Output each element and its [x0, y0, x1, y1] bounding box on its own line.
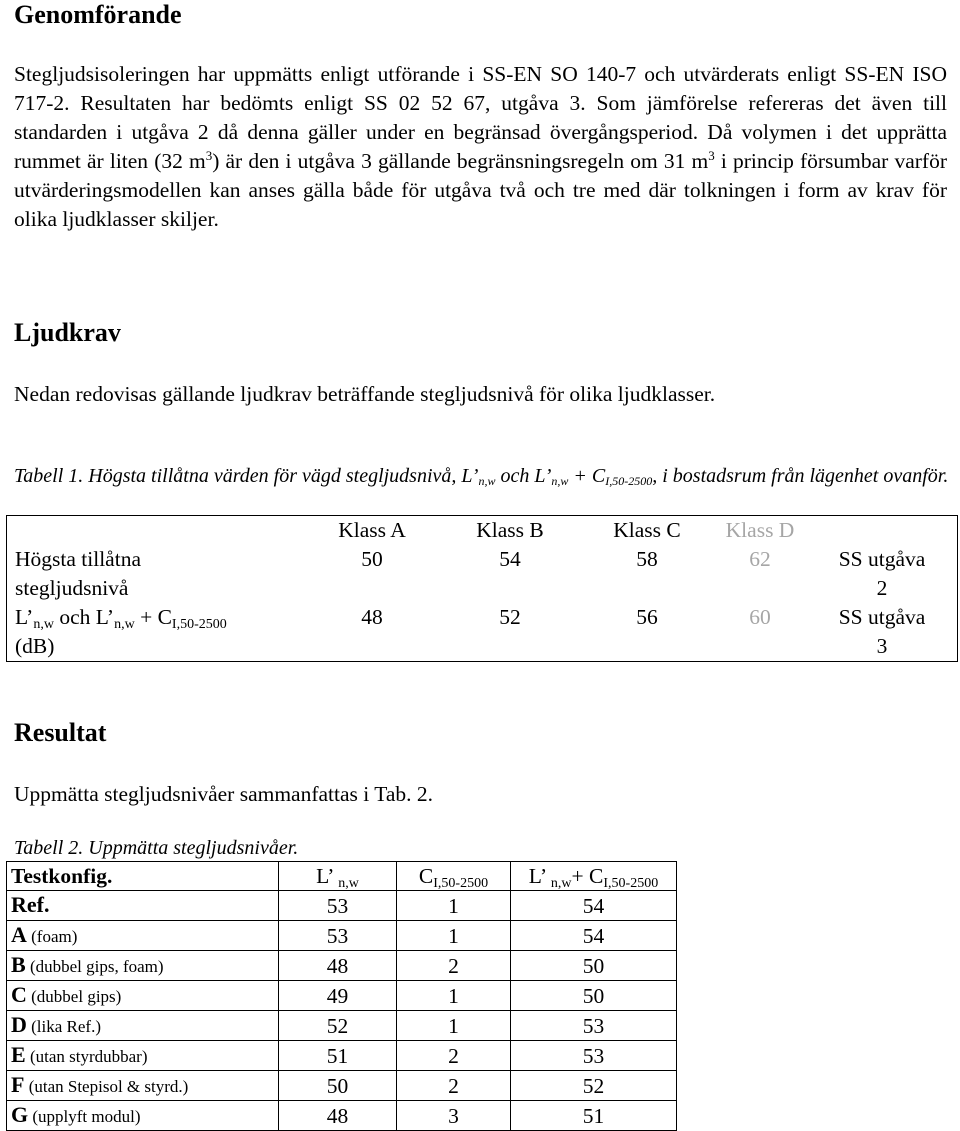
heading-resultat: Resultat — [14, 718, 107, 747]
config-description: (foam) — [26, 927, 78, 946]
table1-standard-label: SS utgåva — [838, 547, 926, 571]
table2-cell-sum: 53 — [511, 1041, 677, 1071]
table2-cell-c: 3 — [397, 1101, 511, 1131]
caption-text: och L’ — [495, 465, 552, 487]
table2-config-cell — [7, 981, 279, 1011]
table2-cell-l: 48 — [279, 951, 397, 981]
config-description: (dubbel gips) — [26, 987, 122, 1006]
table1-cell: 54 — [499, 547, 521, 571]
caption-text: , i bostadsrum från lägenhet ovanför. — [652, 465, 949, 487]
table2-cell-l: 53 — [279, 921, 397, 951]
subscript: n,w — [33, 617, 54, 632]
table1-header-klass-a: Klass A — [338, 518, 406, 542]
table2-cell-c: 2 — [397, 951, 511, 981]
table2-cell-c: 1 — [397, 1011, 511, 1041]
subscript: n,w — [114, 617, 135, 632]
table2-cell-sum: 50 — [511, 951, 677, 981]
config-code: F — [11, 1072, 25, 1097]
table2-header-sum — [511, 862, 677, 891]
table2-cell-l: 51 — [279, 1041, 397, 1071]
table1-cell: 62 — [749, 547, 771, 571]
table2-caption: Tabell 2. Uppmätta stegljudsnivåer. — [14, 837, 299, 859]
table-row — [7, 1011, 677, 1041]
table-row — [7, 1041, 677, 1071]
table2-config-cell — [7, 921, 279, 951]
config-code: G — [11, 1102, 29, 1127]
config-description: (lika Ref.) — [26, 1017, 101, 1036]
table2-cell-sum: 50 — [511, 981, 677, 1011]
superscript-3: 3 — [205, 147, 213, 163]
config-code: E — [11, 1042, 26, 1067]
table2-config-cell — [7, 891, 279, 921]
paragraph-genomforande-part-a: Stegljudsisoleringen har uppmätts enligt utförande i SS-EN SO 140-7 och utvärderats enligt SS-EN ISO 717-2. Resultaten har bedömts enligt SS 02 52 67, utgåva 3. Som jämförelse refereras det även till standarden i utgåva 2 då denna gäller under en begränsad övergångsperiod. Då volymen i det upprätta rummet är liten (32 m — [14, 62, 947, 173]
subscript: I,50-2500 — [603, 876, 659, 891]
table1-caption — [14, 464, 954, 489]
config-code: A — [11, 922, 27, 947]
table2-cell-c: 2 — [397, 1071, 511, 1101]
config-code: B — [11, 952, 26, 977]
table1-row-label-line1: Högsta tillåtna — [15, 547, 141, 571]
table-row — [7, 891, 677, 921]
caption-text: Tabell 1. Högsta tillåtna värden för vägd stegljudsnivå, L’ — [14, 465, 479, 487]
header-text: + C — [571, 864, 604, 888]
table1-standard-edition: 3 — [876, 634, 888, 658]
table2-cell-l: 49 — [279, 981, 397, 1011]
table-row — [7, 1101, 677, 1131]
paragraph-genomforande-part-b: ) är den i utgåva 3 gällande begränsningsregeln om 31 m — [212, 149, 709, 173]
table1-header-klass-c: Klass C — [613, 518, 681, 542]
table1-cell: 52 — [499, 605, 521, 629]
table2-cell-c: 1 — [397, 981, 511, 1011]
row-label-text: + C — [134, 605, 172, 629]
row-label-text: L’ — [15, 605, 34, 629]
table2 — [6, 861, 677, 1131]
subscript: n,w — [478, 474, 496, 488]
paragraph-genomforande-part-c: i princip försumbar varför utvärderingsmodellen kan anses gälla både för utgåva två och tre med där tolkningen i form av krav för olika ljudklasser skiljer. — [14, 149, 947, 231]
table2-cell-l: 53 — [279, 891, 397, 921]
subscript: n,w — [338, 876, 359, 891]
row-label-text: och L’ — [53, 605, 115, 629]
table1 — [6, 515, 958, 662]
table2-config-cell — [7, 1101, 279, 1131]
table1-cell: 50 — [361, 547, 383, 571]
table2-header-testkonfig: Testkonfig. — [7, 862, 279, 891]
table1-row-label-line4: (dB) — [15, 634, 55, 658]
paragraph-resultat: Uppmätta stegljudsnivåer sammanfattas i Tab. 2. — [14, 782, 434, 806]
table1-standard-label: SS utgåva — [838, 605, 926, 629]
table1-cell: 56 — [636, 605, 658, 629]
table2-config-cell — [7, 1071, 279, 1101]
table2-cell-sum: 51 — [511, 1101, 677, 1131]
table1-header-klass-b: Klass B — [476, 518, 544, 542]
config-code: D — [11, 1012, 27, 1037]
heading-genomforande: Genomförande — [14, 0, 182, 29]
config-description: (upplyft modul) — [28, 1107, 141, 1126]
table2-config-cell — [7, 1011, 279, 1041]
table2-cell-sum: 53 — [511, 1011, 677, 1041]
paragraph-ljudkrav: Nedan redovisas gällande ljudkrav beträffande stegljudsnivå för olika ljudklasser. — [14, 382, 716, 406]
table1-standard-edition: 2 — [876, 576, 888, 600]
table2-header-l — [279, 862, 397, 891]
table2-cell-l: 52 — [279, 1011, 397, 1041]
table-row — [7, 951, 677, 981]
table-row — [7, 981, 677, 1011]
config-code: C — [11, 982, 27, 1007]
table2-header-c — [397, 862, 511, 891]
config-description: (dubbel gips, foam) — [25, 957, 164, 976]
heading-ljudkrav: Ljudkrav — [14, 318, 121, 347]
subscript: n,w — [550, 876, 572, 891]
caption-text: + C — [568, 465, 606, 487]
config-code: Ref. — [11, 892, 50, 917]
subscript: I,50-2500 — [171, 617, 227, 632]
header-text: L’ — [316, 864, 333, 888]
subscript: I,50-2500 — [605, 474, 653, 488]
table1-header-klass-d: Klass D — [725, 518, 795, 542]
table1-row-label-line3 — [15, 603, 227, 632]
table2-cell-l: 50 — [279, 1071, 397, 1101]
table2-config-cell — [7, 1041, 279, 1071]
table2-cell-sum: 52 — [511, 1071, 677, 1101]
table1-cell: 48 — [361, 605, 383, 629]
table2-cell-sum: 54 — [511, 921, 677, 951]
table2-cell-c: 1 — [397, 891, 511, 921]
table1-cell: 60 — [749, 605, 771, 629]
table2-cell-l: 48 — [279, 1101, 397, 1131]
superscript-3: 3 — [708, 147, 715, 163]
table2-cell-c: 1 — [397, 921, 511, 951]
table2-cell-c: 2 — [397, 1041, 511, 1071]
paragraph-genomforande — [14, 60, 947, 234]
table2-cell-sum: 54 — [511, 891, 677, 921]
header-text: L’ — [528, 864, 546, 888]
table1-cell: 58 — [636, 547, 658, 571]
subscript: I,50-2500 — [433, 876, 489, 891]
config-description: (utan styrdubbar) — [25, 1047, 148, 1066]
table2-config-cell — [7, 951, 279, 981]
table-row — [7, 921, 677, 951]
table2-body — [7, 891, 677, 1131]
table1-row-label-line2: stegljudsnivå — [15, 576, 129, 600]
subscript: n,w — [551, 474, 569, 488]
table2-header-row — [7, 862, 677, 891]
table-row — [7, 1071, 677, 1101]
config-description: (utan Stepisol & styrd.) — [24, 1077, 189, 1096]
header-text: C — [418, 864, 434, 888]
